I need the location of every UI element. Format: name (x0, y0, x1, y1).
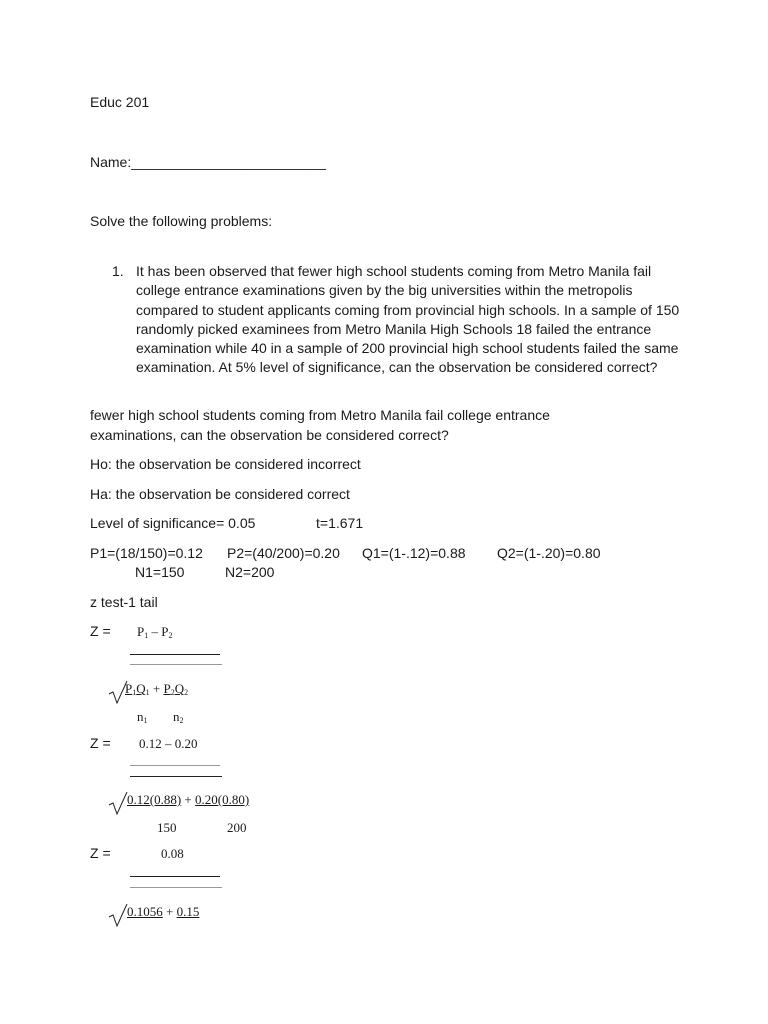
fraction-bar (130, 776, 222, 777)
formula-n2: $n_2$ (173, 709, 184, 725)
t-value: t=1.671 (316, 515, 364, 531)
square-root-icon (108, 791, 128, 815)
formula-numerator: $P_1 - P_2$ (137, 624, 173, 640)
z-label: Z = (90, 623, 111, 639)
square-root-icon (108, 903, 128, 927)
fraction-bar (130, 654, 220, 655)
step2-numerator: 0.12 – 0.20 (139, 736, 198, 751)
fraction-bar (130, 887, 222, 888)
formula-n1: $n_1$ (137, 709, 148, 725)
fraction-bar (130, 664, 222, 665)
restatement: fewer high school students coming from Metro Manila fail college entrance examinations, can the observation be considered correct? (90, 407, 550, 443)
q2-value: Q2=(1-.20)=0.80 (497, 545, 601, 561)
n1-value: N1=150 (135, 564, 185, 580)
p1-value: P1=(18/150)=0.12 (90, 545, 203, 561)
step3-numerator: 0.08 (161, 846, 184, 861)
course-title: Educ 201 (90, 94, 150, 110)
fraction-bar (130, 765, 220, 766)
p2-value: P2=(40/200)=0.20 (227, 545, 340, 561)
alt-hypothesis: Ha: the observation be considered correct (90, 486, 350, 502)
z-label: Z = (90, 735, 111, 751)
problem-text: It has been observed that fewer high school students coming from Metro Manila fail college entrance examinations given by the big universities within the metropolis compared to student applicants coming from provincial high schools. In a sample of 150 randomly picked examinees from Metro Manila High Schools 18 failed the entrance examination while 40 in a sample of 200 provincial high school students failed the same examination. At 5% level of significance, can the observation be considered correct? (136, 263, 680, 376)
formula-denominator: $P_1Q_1 + P_2Q_2$ (125, 681, 189, 697)
step2-denominator: 0.12(0.88) + 0.20(0.80) (127, 792, 250, 807)
name-field-label: Name:_________________________ (90, 154, 326, 170)
fraction-bar (130, 876, 220, 877)
significance-level: Level of significance= 0.05 (90, 515, 256, 531)
instructions: Solve the following problems: (90, 213, 273, 229)
step3-denominator: 0.1056 + 0.15 (127, 904, 200, 919)
n2-value: N2=200 (225, 564, 275, 580)
q1-value: Q1=(1-.12)=0.88 (362, 545, 466, 561)
null-hypothesis: Ho: the observation be considered incorrect (90, 456, 361, 472)
step2-n2: 200 (227, 820, 247, 835)
step2-n1: 150 (157, 820, 177, 835)
z-label: Z = (90, 845, 111, 861)
test-type: z test-1 tail (90, 594, 158, 610)
problem-number: 1. (112, 263, 124, 279)
